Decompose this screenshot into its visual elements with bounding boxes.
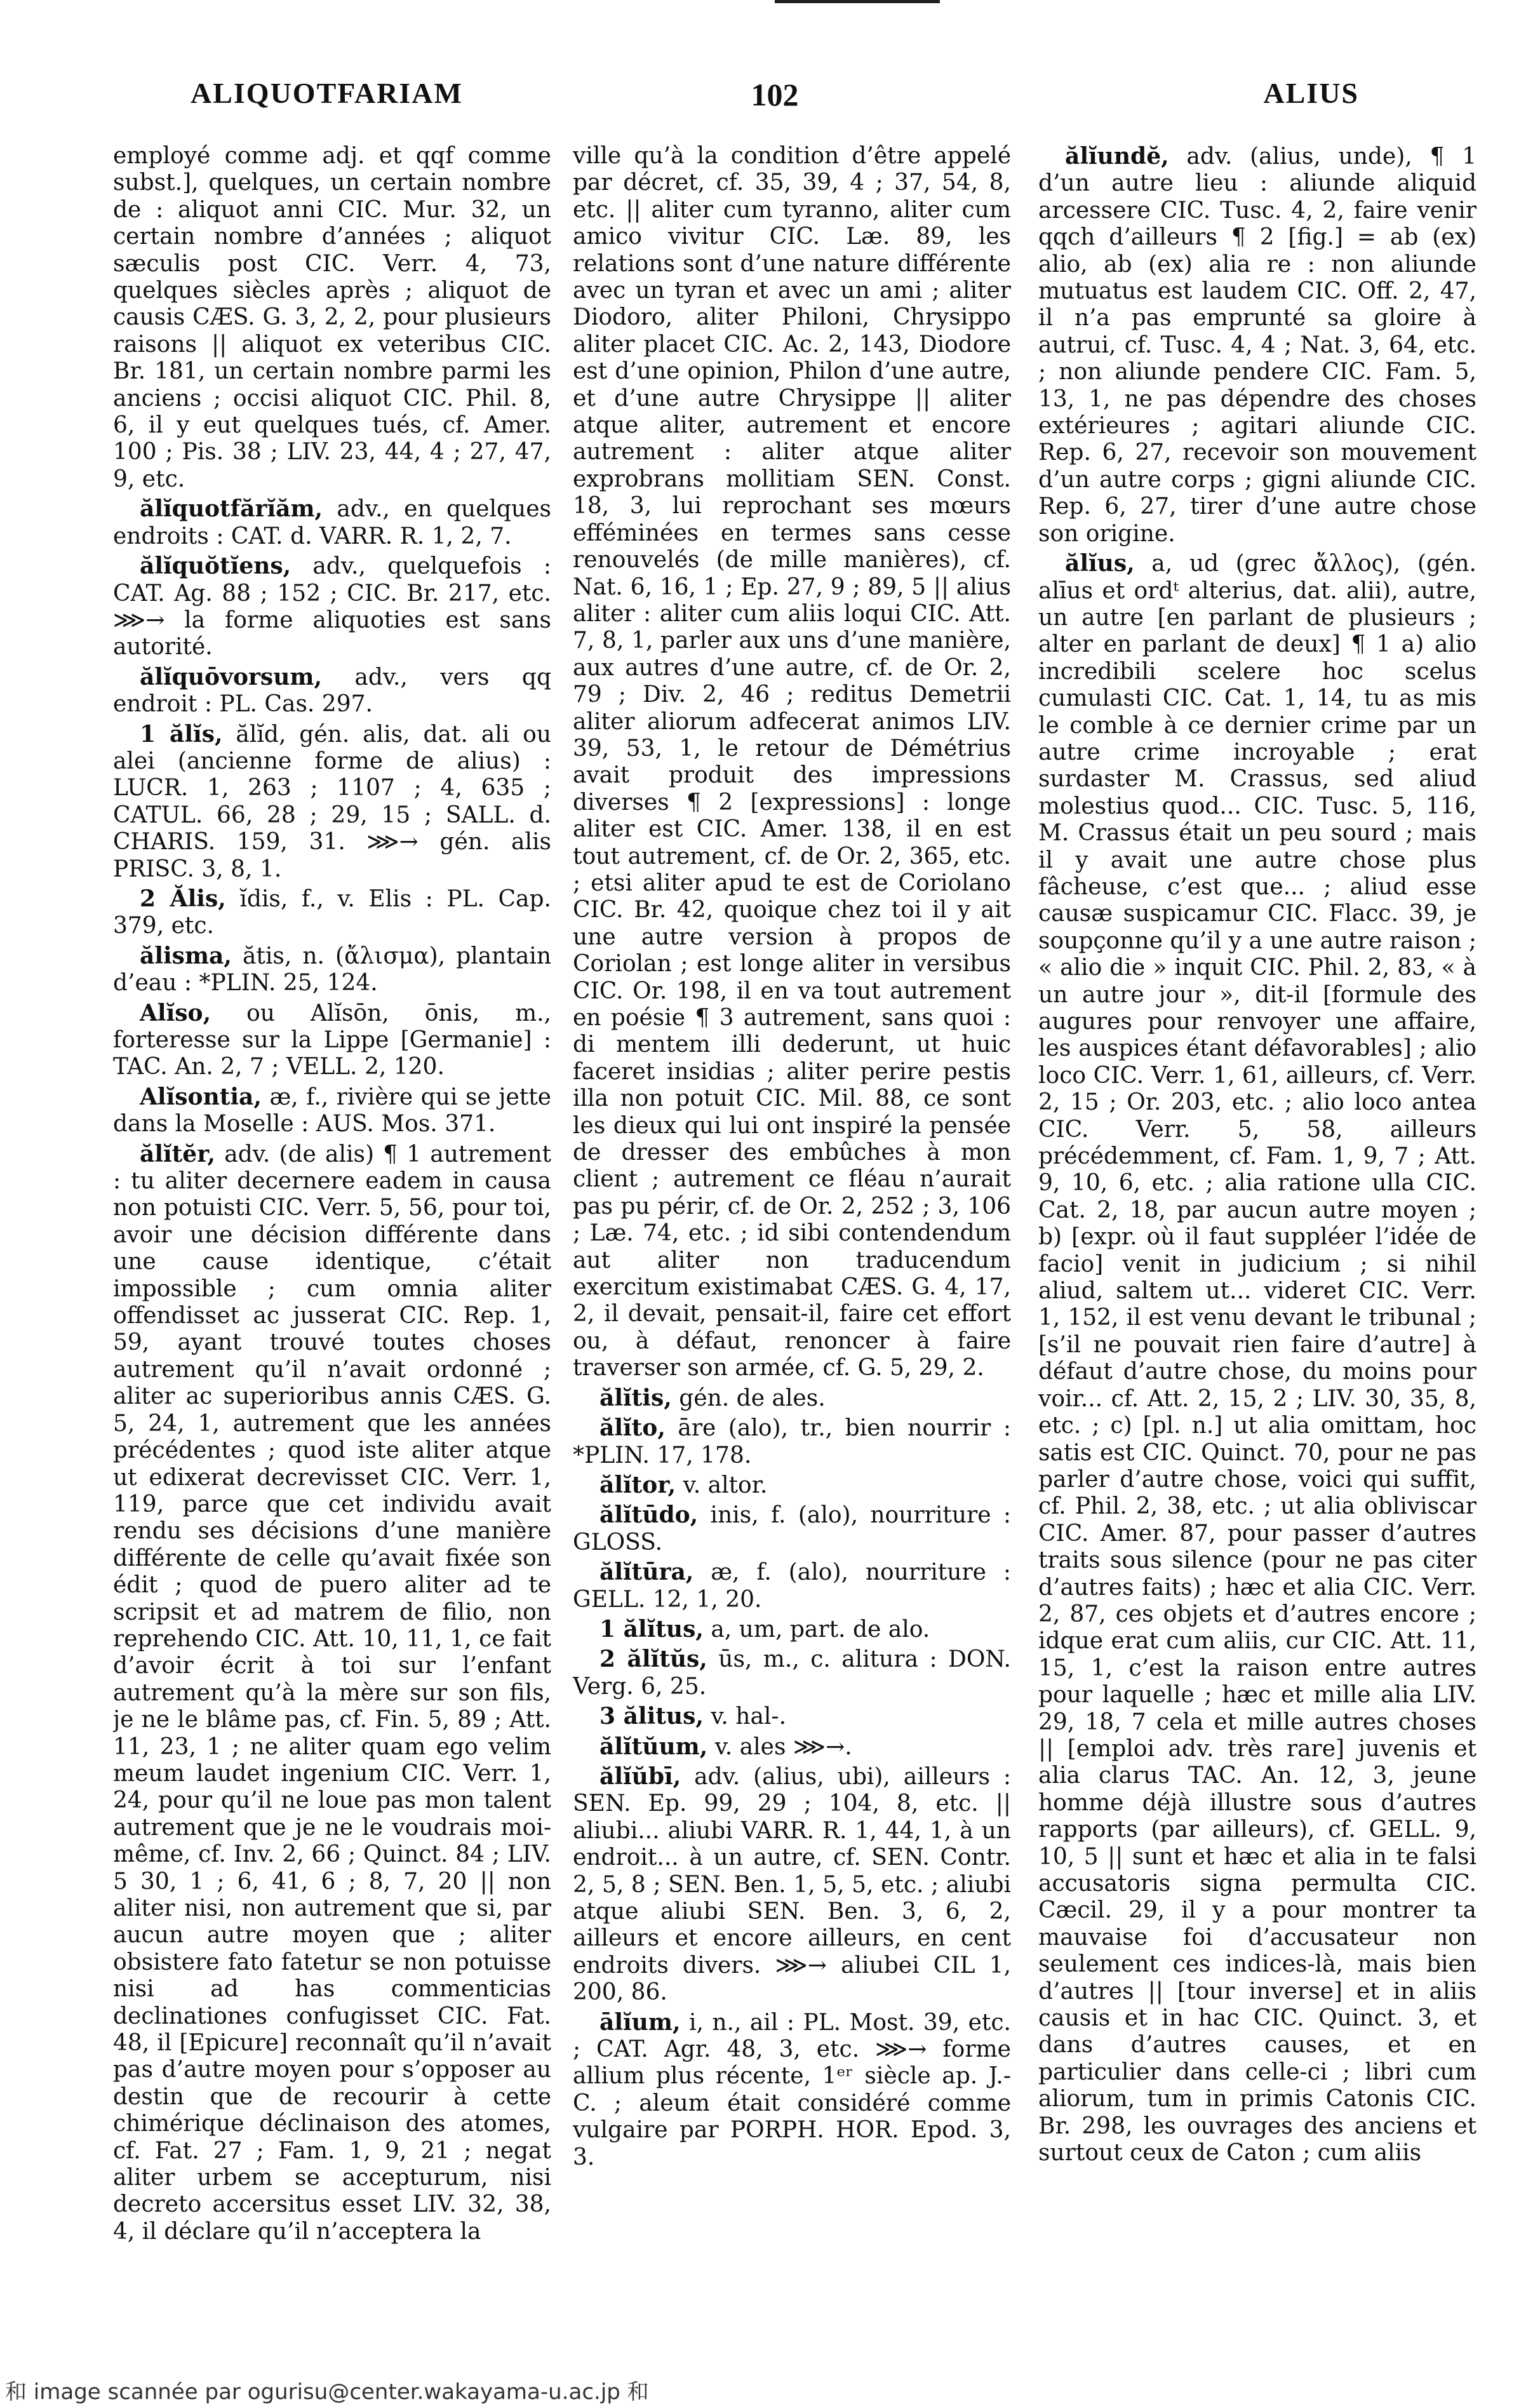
dictionary-entry	[113, 664, 551, 718]
dictionary-entry	[113, 1141, 551, 2246]
entry-headword: ălĭundĕ,	[1065, 143, 1169, 170]
dictionary-entry	[1038, 550, 1476, 2167]
header-right-guideword: ALIUS	[1263, 77, 1359, 109]
column-1	[113, 143, 551, 2315]
entry-headword: 2 ălĭtŭs,	[599, 1646, 707, 1673]
dictionary-entry	[573, 1559, 1011, 1613]
dictionary-entry	[573, 1502, 1011, 1556]
entry-headword: ălisma,	[140, 942, 232, 969]
entry-headword: ălĭtis,	[599, 1384, 672, 1411]
page-number: 102	[751, 77, 799, 112]
entry-headword: 1 ălĭtus,	[599, 1615, 704, 1643]
entry-text: ville qu’à la condition d’être appelé par décret, cf. 35, 39, 4 ; 37, 54, 8, etc. || aliter cum tyranno, aliter cum amico vivitur CIC. Læ. 89, les relations sont d’une nature différente avec un tyran et avec un ami ; aliter Diodoro, aliter Philoni, Chrysippo aliter placet CIC. Ac. 2, 143, Diodore est d’une opinion, Philon d’une autre, et d’une autre Chrysippe || aliter atque aliter, autrement et encore autrement : aliter atque aliter exprobrans mollitiam SEN. Const. 18, 3, lui reprochant ses mœurs efféminées en termes sans cesse renouvelés (de mille manières), cf. Nat. 6, 16, 1 ; Ep. 27, 9 ; 89, 5 || alius aliter : aliter cum aliis loqui CIC. Att. 7, 8, 1, parler aux uns d’une manière, aux autres d’une autre, cf. de Or. 2, 79 ; Div. 2, 46 ; reditus Demetrii aliter aliorum adfecerat animos LIV. 39, 53, 1, le retour de Démétrius avait produit des impressions diverses ¶ 2 [expressions] : longe aliter est CIC. Amer. 138, il en est tout autrement, cf. de Or. 2, 365, etc. ; etsi aliter apud te est de Coriolano CIC. Br. 42, quoique chez toi il y ait une autre version à propos de Coriolan ; est longe aliter in versibus CIC. Or. 198, il en va tout autrement en poésie ¶ 3 autrement, sans quoi : di mentem illi dederunt, ut huic faceret insidias ; aliter perire pestis illa non potuit CIC. Mil. 88, ce sont les dieux qui lui ont inspiré la pensée de dresser des embûches à mon client ; autrement ce fléau n’aurait pas pu périr, cf. de Or. 2, 252 ; 3, 106 ; Læ. 74, etc. ; id sibi contendendum aut aliter non traducendum exercitum existimabat CÆS. G. 4, 17, 2, il devait, pensait-il, faire cet effort ou, à défaut, renoncer à faire traverser son armée, cf. G. 5, 29, 2.	[573, 143, 1011, 1381]
entry-text: ūs, m., c. alitura : DON. Verg. 6, 25.	[573, 1646, 1011, 1700]
entry-text: i, n., ail : PL. Most. 39, etc. ; CAT. Agr. 48, 3, etc. ⋙→ forme allium plus récente, 1ᵉʳ siècle ap. J.-C. ; aleum était considéré comme vulgaire par PORPH. HOR. Epod. 3, 3.	[573, 2009, 1011, 2170]
entry-text: a, ud (grec ἄλλος), (gén. alīus et ordᵗ alterius, dat. alii), autre, un autre [en parlant de plusieurs ; alter en parlant de deux] ¶ 1 a) alio incredibili scelere hoc scelus cumulasti CIC. Cat. 1, 14, tu as mis le comble à ce dernier crime par un autre crime incroyable ; erat surdaster M. Crassus, sed aliud molestius quod... CIC. Tusc. 5, 116, M. Crassus était un peu sourd ; mais il y avait une autre chose plus fâcheuse, c’est que... ; aliud esse causæ suspicamur CIC. Flacc. 39, je soupçonne qu’il y a une autre raison ; « alio die » inquit CIC. Phil. 2, 83, « à un autre jour », dit-il [formule des augures pour renvoyer une affaire, les auspices étant défavorables] ; alio loco CIC. Verr. 1, 61, ailleurs, cf. Verr. 2, 15 ; Or. 203, etc. ; alio loco antea CIC. Verr. 5, 58, ailleurs précédemment, cf. Fam. 1, 9, 7 ; Att. 9, 10, 6, etc. ; alia ratione ulla CIC. Cat. 2, 18, par aucun autre moyen ; b) [expr. où il faut suppléer l’idée de facio] venit in judicium ; si nihil aliud, saltem ut... videret CIC. Verr. 1, 152, il est venu devant le tribunal ; [s’il ne pouvait rien faire d’autre] à défaut d’autre chose, du moins pour voir... cf. Att. 2, 15, 2 ; LIV. 30, 35, 8, etc. ; c) [pl. n.] ut alia omittam, hoc satis est CIC. Quinct. 70, pour ne pas parler d’autre chose, voici qui suffit, cf. Phil. 2, 38, etc. ; ut alia obliviscar CIC. Amer. 87, pour passer d’autres traits sous silence (pour ne pas citer d’autres faits) ; hæc et alia CIC. Verr. 2, 87, ces objets et d’autres encore ; idque erat cum aliis, cur CIC. Att. 11, 15, 1, c’est la raison entre autres pour laquelle ; hæc et mille alia LIV. 29, 18, 7 cela et mille autres choses || [emploi adv. très rare] juvenis et alia clarus TAC. An. 12, 3, jeune homme déjà illustre sous d’autres rapports (par ailleurs), cf. GELL. 9, 10, 5 || sunt et hæc et alia in te falsi accusatoris signa permulta CIC. Cæcil. 29, il y a pour montrer ta mauvaise foi d’accusateur non seulement ces indices-là, mais bien d’autres || [tour inverse] et in aliis causis et in hac CIC. Quinct. 3, et dans d’autres causes, et en particulier dans celle-ci ; libri cum aliorum, tum in primis Catonis CIC. Br. 298, les ouvrages des anciens et surtout ceux de Caton ; cum aliis	[1038, 551, 1476, 2167]
entry-text: employé comme adj. et qqf comme subst.], quelques, un certain nombre de : aliquot anni CIC. Mur. 32, un certain nombre d’années ; aliquot sæculis post CIC. Verr. 4, 73, quelques siècles après ; aliquot de causis CÆS. G. 3, 2, 2, pour plusieurs raisons || aliquot ex veteribus CIC. Br. 181, un certain nombre parmi les anciens ; occisi aliquot CIC. Phil. 8, 6, il y eut quelques tués, cf. Amer. 100 ; Pis. 38 ; LIV. 23, 44, 4 ; 27, 47, 9, etc.	[113, 143, 551, 492]
entry-headword: ălĭquotfărĭăm,	[140, 495, 323, 523]
dictionary-entry	[573, 1616, 1011, 1643]
entry-text: v. altor.	[676, 1472, 768, 1498]
dictionary-entry	[573, 1763, 1011, 2006]
entry-headword: Alĭso,	[140, 999, 211, 1026]
dictionary-entry	[573, 1733, 1011, 1761]
entry-text: v. hal-.	[703, 1704, 787, 1730]
entry-headword: ălĭŭbī,	[599, 1763, 681, 1790]
entry-text: inis, f. (alo), nourriture : GLOSS.	[573, 1502, 1011, 1556]
entry-text: ătis, n. (ἄλισμα), plantain d’eau : *PLIN. 25, 124.	[113, 943, 551, 997]
entry-text: adv., vers qq endroit : PL. Cas. 297.	[113, 664, 551, 718]
dictionary-entry	[113, 553, 551, 661]
entry-headword: 3 ălitus,	[599, 1703, 704, 1730]
entry-headword: 2 Ălis,	[140, 885, 226, 912]
dictionary-entry	[573, 1703, 1011, 1730]
dictionary-entry	[113, 885, 551, 940]
dictionary-entry	[573, 1415, 1011, 1469]
entry-headword: ālĭum,	[599, 2008, 681, 2036]
dictionary-entry	[1038, 143, 1476, 548]
entry-text: v. ales ⋙→.	[707, 1733, 852, 1760]
dictionary-entry	[573, 1472, 1011, 1499]
entry-headword: ălĭus,	[1065, 550, 1135, 577]
entry-headword: ălĭquŏtĭens,	[140, 553, 291, 580]
entry-text: ĭdis, f., v. Elis : PL. Cap. 379, etc.	[113, 885, 551, 939]
dictionary-entry	[113, 143, 551, 493]
entry-text: ălĭd, gén. alis, dat. ali ou alei (ancienne forme de alius) : LUCR. 1, 263 ; 1107 ; 4, 635 ; CATUL. 66, 28 ; 29, 15 ; SALL. d. CHARIS. 159, 31. ⋙→ gén. alis PRISC. 3, 8, 1.	[113, 721, 551, 882]
dictionary-entry	[113, 1084, 551, 1138]
dictionary-entry	[113, 1000, 551, 1081]
dictionary-entry	[573, 143, 1011, 1382]
entry-headword: 1 ălĭs,	[140, 720, 223, 748]
entry-headword: ălĭto,	[599, 1415, 666, 1442]
page-header	[191, 76, 1359, 127]
entry-text: adv., en quelques endroits : CAT. d. VARR. R. 1, 2, 7.	[113, 496, 551, 549]
entry-headword: ălĭtūdo,	[599, 1502, 699, 1529]
dictionary-entry	[573, 1646, 1011, 1700]
entry-headword: ălĭtūra,	[599, 1559, 694, 1586]
entry-text: a, um, part. de alo.	[703, 1616, 930, 1643]
dictionary-entry	[113, 943, 551, 997]
entry-text: adv. (alius, unde), ¶ 1 d’un autre lieu : aliunde aliquid arcessere CIC. Tusc. 4, 2, faire venir qqch d’ailleurs ¶ 2 [fig.] = ab (ex) alio, ab (ex) alia re : non aliunde mutuatus est laudem CIC. Off. 2, 47, il n’a pas emprunté sa gloire à autrui, cf. Tusc. 4, 4 ; Nat. 3, 64, etc. ; non aliunde pendere CIC. Fam. 5, 13, 1, ne pas dépendre des choses extérieures ; agitari aliunde CIC. Rep. 6, 27, recevoir son mouvement d’un autre corps ; gigni aliunde CIC. Rep. 6, 27, tirer d’une autre chose son origine.	[1038, 144, 1476, 547]
top-rule	[775, 0, 940, 3]
scan-credit: 和 image scannée par ogurisu@center.wakayama-u.ac.jp 和	[5, 2379, 649, 2405]
dictionary-entry	[113, 721, 551, 883]
entry-text: æ, f., rivière qui se jette dans la Moselle : AUS. Mos. 371.	[113, 1084, 551, 1138]
dictionary-entry	[573, 1385, 1011, 1412]
entry-text: ou Alĭsōn, ōnis, m., forteresse sur la Lippe [Germanie] : TAC. An. 2, 7 ; VELL. 2, 120.	[113, 1000, 551, 1080]
entry-text: adv. (alius, ubi), ailleurs : SEN. Ep. 99, 29 ; 104, 8, etc. || aliubi... aliubi VARR. R. 1, 44, 1, à un endroit... à un autre, cf. SEN. Contr. 2, 5, 8 ; SEN. Ben. 1, 5, 5, etc. ; aliubi atque aliubi SEN. Ben. 3, 6, 2, ailleurs et encore ailleurs, en cent endroits divers. ⋙→ aliubei CIL 1, 200, 86.	[573, 1763, 1011, 2006]
entry-text: æ, f. (alo), nourriture : GELL. 12, 1, 20.	[573, 1559, 1011, 1613]
entry-headword: ălĭtŭum,	[599, 1733, 708, 1760]
column-2	[573, 143, 1011, 2315]
entry-headword: ălĭtor,	[599, 1471, 676, 1498]
column-3	[1038, 143, 1476, 2315]
entry-headword: ălĭtĕr,	[140, 1140, 216, 1167]
entry-text: adv. (de alis) ¶ 1 autrement : tu aliter decernere eadem in causa non potuisti CIC. Verr. 5, 56, pour toi, avoir une décision différente dans une cause identique, c’était impossible ; cum omnia aliter offendisset ac jusserat CIC. Rep. 1, 59, ayant trouvé toutes choses autrement qu’il n’avait ordonné ; aliter ac superioribus annis CÆS. G. 5, 24, 1, autrement que les années précédentes ; quod iste aliter atque ut edixerat decrevisset CIC. Verr. 1, 119, parce que cet individu avait rendu ses décisions d’une manière différente de celle qu’avait fixée son édit ; quod de puero aliter ad te scripsit et ad matrem de filio, non reprehendo CIC. Att. 10, 11, 1, ce fait d’avoir écrit à toi sur l’enfant autrement qu’à la mère sur son fils, je ne le blâme pas, cf. Fin. 5, 89 ; Att. 11, 23, 1 ; ne aliter quam ego velim meum laudet ingenium CIC. Verr. 1, 24, pour qu’il ne loue pas mon talent autrement que je ne le voudrais moi-même, cf. Inv. 2, 66 ; Quinct. 84 ; LIV. 5 30, 1 ; 6, 41, 6 ; 8, 7, 20 || non aliter nisi, non autrement que si, par aucun autre moyen que ; aliter obsistere fato fatetur se non potuisse nisi ad has commenticias declinationes confugisset CIC. Fat. 48, il [Epicure] reconnaît qu’il n’avait pas d’autre moyen pour s’opposer au destin que de recourir à cette chimérique déclinaison des atomes, cf. Fat. 27 ; Fam. 1, 9, 21 ; negat aliter urbem se accepturum, nisi decreto accersitus esset LIV. 32, 38, 4, il déclare qu’il n’acceptera la	[113, 1141, 551, 2245]
entry-text: adv., quelquefois : CAT. Ag. 88 ; 152 ; CIC. Br. 217, etc. ⋙→ la forme aliquoties est sans autorité.	[113, 553, 551, 661]
dictionary-entry	[573, 2009, 1011, 2171]
entry-headword: ălĭquōvorsum,	[140, 663, 322, 690]
dictionary-entry	[113, 495, 551, 550]
entry-text: gén. de ales.	[671, 1385, 826, 1411]
entry-text: āre (alo), tr., bien nourrir : *PLIN. 17, 178.	[573, 1415, 1011, 1468]
entry-headword: Alĭsontia,	[140, 1083, 262, 1110]
header-left-guideword: ALIQUOTFARIAM	[191, 77, 463, 109]
